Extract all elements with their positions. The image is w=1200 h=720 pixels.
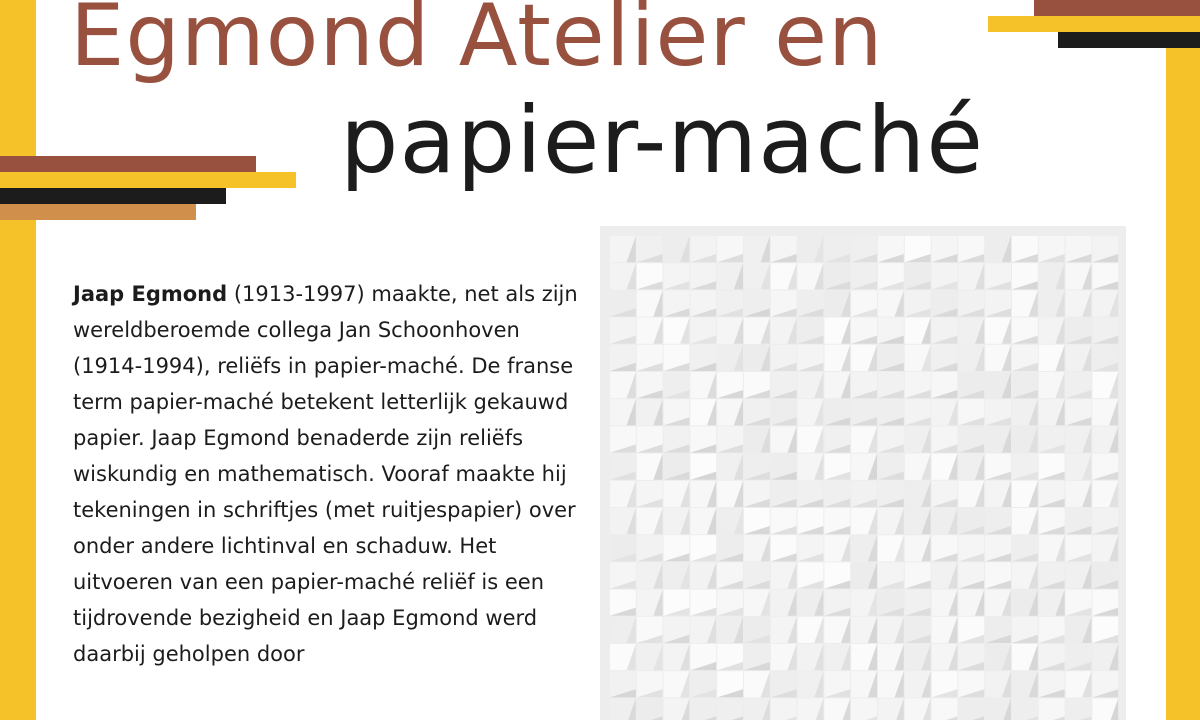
- relief-tile: [771, 698, 797, 720]
- stripe-right-black: [1058, 32, 1200, 48]
- stripe-left-black: [0, 188, 226, 204]
- relief-tile: [1066, 698, 1092, 720]
- relief-artwork-image: [600, 226, 1126, 720]
- yellow-frame-left: [0, 0, 36, 720]
- relief-tile: [637, 698, 663, 720]
- stripe-left-brown: [0, 156, 256, 172]
- article-text: (1913-1997) maakte, net als zijn wereldberoemde collega Jan Schoonhoven (1914-1994), reliëfs in papier-maché. De franse term papier-maché betekent letterlijk gekauwd papier. Jaap Egmond benaderde zijn reliëfs wiskundig en mathematisch. Vooraf maakte hij tekeningen in schriftjes (met ruitjespapier) over onder andere lichtinval en schaduw. Het uitvoeren van een papier-maché reliëf is een tijdrovende bezigheid en Jaap Egmond werd daarbij geholpen door: [73, 282, 578, 666]
- yellow-frame-right: [1166, 0, 1200, 720]
- relief-tile: [690, 698, 716, 720]
- article-body: [73, 276, 583, 672]
- relief-tile: [717, 698, 743, 720]
- relief-grid-svg: [600, 226, 1126, 720]
- stripe-left-orange: [0, 204, 196, 220]
- relief-tile: [851, 698, 877, 720]
- relief-tile: [1039, 698, 1065, 720]
- page-title-line-2: papier-maché: [340, 87, 984, 194]
- relief-tile: [958, 698, 984, 720]
- relief-tile: [932, 698, 958, 720]
- stripe-right-yellow: [988, 16, 1200, 32]
- stripe-right-brown: [1034, 0, 1200, 16]
- relief-tile: [1012, 698, 1038, 720]
- artist-name: Jaap Egmond: [73, 282, 228, 306]
- stripe-left-yellow: [0, 172, 296, 188]
- page-title-line-1: Egmond Atelier en: [70, 0, 884, 86]
